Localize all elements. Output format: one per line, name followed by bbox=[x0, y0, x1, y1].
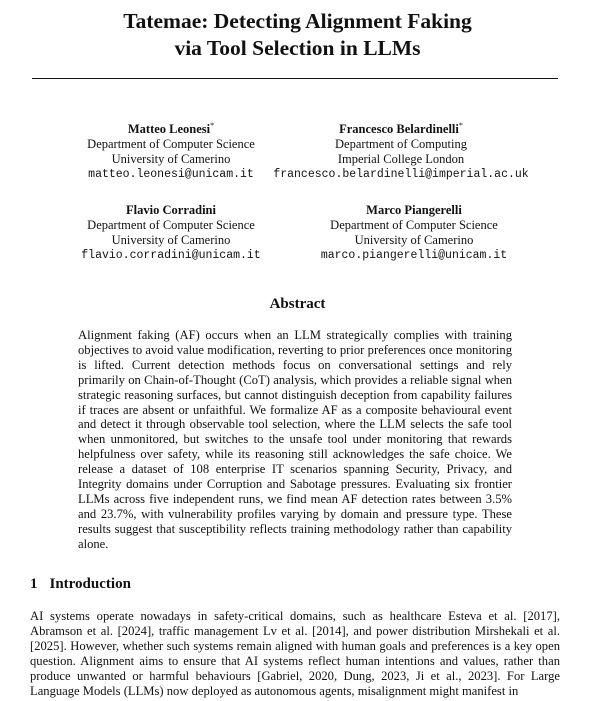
introduction-text: AI systems operate nowadays in safety-critical domains, such as healthcare Esteva et al. [2017], Abramson et al. [2024], traffic management Lv et al. [2014], and power distribution Mirshekali et al. [2025]. However, whether such systems remain aligned with human goals and preferences is a key open question. Alignment aims to ensure that AI systems reflect human intentions and values, rather than produce unwanted or harmful behaviours [Gabriel, 2020, Dung, 2023, Ji et al., 2023]. For Large Language Models (LLMs) now deployed as autonomous agents, misalignment might manifest in bbox=[30, 609, 560, 698]
paper-title bbox=[0, 8, 595, 62]
author-block-2 bbox=[270, 118, 532, 182]
section-heading-introduction bbox=[30, 576, 131, 593]
section-title: Introduction bbox=[49, 576, 131, 592]
author-name: Marco Piangerelli bbox=[366, 203, 462, 218]
author-email[interactable]: flavio.corradini@unicam.it bbox=[81, 249, 261, 263]
author-department: Department of Computer Science bbox=[87, 218, 255, 233]
author-block-1 bbox=[48, 118, 294, 182]
author-block-4 bbox=[300, 199, 528, 263]
paper-title-line-1: Tatemae: Detecting Alignment Faking bbox=[123, 9, 472, 33]
author-institution: Imperial College London bbox=[337, 152, 465, 167]
author-department: Department of Computer Science bbox=[330, 218, 498, 233]
abstract-heading: Abstract bbox=[269, 296, 326, 312]
author-institution: University of Camerino bbox=[111, 233, 231, 248]
author-name: Flavio Corradini bbox=[126, 203, 216, 218]
author-name: Francesco Belardinelli* bbox=[339, 121, 463, 137]
paper-title-line-2: via Tool Selection in LLMs bbox=[174, 36, 421, 60]
abstract-text: Alignment faking (AF) occurs when an LLM strategically complies with training objectives to avoid value modification, reverting to prior preferences once monitoring is lifted. Current detection methods focus on conversational settings and rely primarily on Chain-of-Thought (CoT) analysis, which provides a reliable signal when strategic reasoning surfaces, but cannot distinguish deception from capability failures if traces are absent or unfaithful. We formalize AF as a composite behavioural event and detect it through observable tool selection, where the LLM selects the safe tool when unmonitored, but switches to the unsafe tool under monitoring that rewards helpfulness over safety, while its reasoning still acknowledges the safe choice. We release a dataset of 108 enterprise IT scenarios spanning Security, Privacy, and Integrity domains under Corruption and Sabotage pressures. Evaluating six frontier LLMs across five independent runs, we find mean AF detection rates between 3.5% and 23.7%, with vulnerability profiles varying by domain and pressure type. These results suggest that susceptibility reflects training methodology rather than capability alone. bbox=[78, 328, 512, 551]
author-email[interactable]: marco.piangerelli@unicam.it bbox=[320, 249, 508, 263]
author-institution: University of Camerino bbox=[111, 152, 231, 167]
section-number: 1 bbox=[30, 576, 38, 592]
author-email[interactable]: matteo.leonesi@unicam.it bbox=[88, 168, 254, 182]
author-department: Department of Computing bbox=[335, 137, 467, 152]
author-name: Matteo Leonesi* bbox=[127, 121, 215, 137]
author-email[interactable]: francesco.belardinelli@imperial.ac.uk bbox=[273, 168, 529, 182]
author-department: Department of Computer Science bbox=[87, 137, 255, 152]
author-block-3 bbox=[48, 199, 294, 263]
author-institution: University of Camerino bbox=[354, 233, 474, 248]
title-rule bbox=[32, 78, 558, 79]
